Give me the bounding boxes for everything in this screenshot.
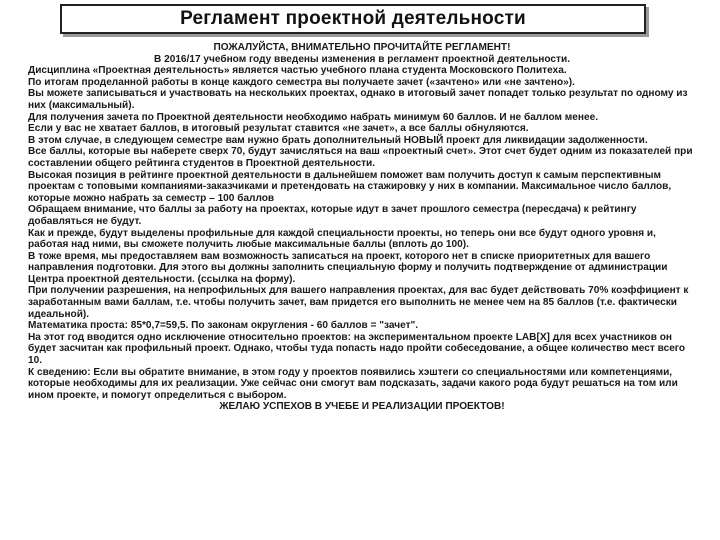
intro-subheading: В 2016/17 учебном году введены изменения в регламент проектной деятельности. xyxy=(154,53,570,65)
title-box xyxy=(60,4,646,34)
paragraph-project-account: Все баллы, которые вы наберете сверх 70, будут зачисляться на ваш «проектный счет». Этот счет будет одним из показателей при составлении общего рейтинга студентов в Проектной деятельности. xyxy=(28,146,693,169)
paragraph-semester-result: По итогам проделанной работы в конце каждого семестра вы получаете зачет («зачтено» или «не зачтено»). xyxy=(28,76,575,88)
paragraph-profile-projects: Как и прежде, будут выделены профильные для каждой специальности проекты, но теперь они все будут одного уровня и, работая над ними, вы сможете получить любые максимальные баллы (вплоть до 100). xyxy=(28,227,656,251)
closing-text: ЖЕЛАЮ УСПЕХОВ В УЧЕБЕ И РЕАЛИЗАЦИИ ПРОЕКТОВ! xyxy=(219,401,505,413)
paragraph-minimum-points: Для получения зачета по Проектной деятельности необходимо набрать минимум 60 баллов. И не баллом менее. xyxy=(28,111,599,123)
intro-heading: ПОЖАЛУЙСТА, ВНИМАТЕЛЬНО ПРОЧИТАЙТЕ РЕГЛАМЕНТ! xyxy=(213,42,511,53)
paragraph-new-project: В этом случае, в следующем семестре вам нужно брать дополнительный НОВЫЙ проект для ликвидации задолженности. xyxy=(28,134,648,146)
page-title: Регламент проектной деятельности xyxy=(180,8,526,29)
paragraph-non-priority: В тоже время, мы предоставляем вам возможность записаться на проект, которого нет в списке приоритетных для вашего направления подготовки. Для этого вы должны заполнить специальную форму и получить подтверждение от администрации Центра проектной деятельности. (ссылка на форму). xyxy=(28,250,668,285)
paragraph-multiple-projects: Вы можете записываться и участвовать на нескольких проектах, однако в итоговый зачет попадет только результат по одному из них (максимальный). xyxy=(28,88,688,111)
paragraph-labx-exception: На этот год вводится одно исключение относительно проектов: на экспериментальном проекте LAB[X] для всех участников он будет засчитан как профильный проект. Однако, чтобы туда попасть надо пройти собеседование, а общее количество мест всего 10. xyxy=(28,331,686,367)
paragraph-discipline: Дисциплина «Проектная деятельность» является частью учебного плана студента Московского Политеха. xyxy=(28,65,567,77)
paragraph-retake-note: Обращаем внимание, что баллы за работу на проектах, которые идут в зачет прошлого семестра (пересдача) к рейтингу добавляться не будут. xyxy=(28,204,637,227)
paragraph-hashtags: К сведению: Если вы обратите внимание, в этом году у проектов появились хэштеги со специальностями или компетенциями, которые необходимы для их реализации. Уже сейчас они смогут вам подсказать, задачи какого рода будут решаться на том или ином проекте, и помогут определиться с выбором. xyxy=(28,366,678,401)
paragraph-not-enough-points: Если у вас не хватает баллов, в итоговый результат ставится «не зачет», а все баллы обнуляются. xyxy=(28,123,529,135)
paragraph-rating-position: Высокая позиция в рейтинге проектной деятельности в дальнейшем поможет вам получить доступ к самым перспективным проектам с топовыми компаниями-заказчиками и претендовать на стажировку у них в компании. Максимальное число баллов, которые можно набрать за семестр – 100 баллов xyxy=(28,169,672,204)
paragraph-coefficient: При получении разрешения, на непрофильных для вашего направления проектах, для вас будет действовать 70% коэффициент к заработанным вами баллам, т.е. чтобы получить зачет, вам придется его выполнить не менее чем на 85 баллов (т.е. фактически идеальной). xyxy=(28,285,689,320)
paragraph-math: Математика проста: 85*0,7=59,5. По законам округления - 60 баллов = "зачет". xyxy=(28,320,419,332)
regulation-text xyxy=(28,42,696,413)
